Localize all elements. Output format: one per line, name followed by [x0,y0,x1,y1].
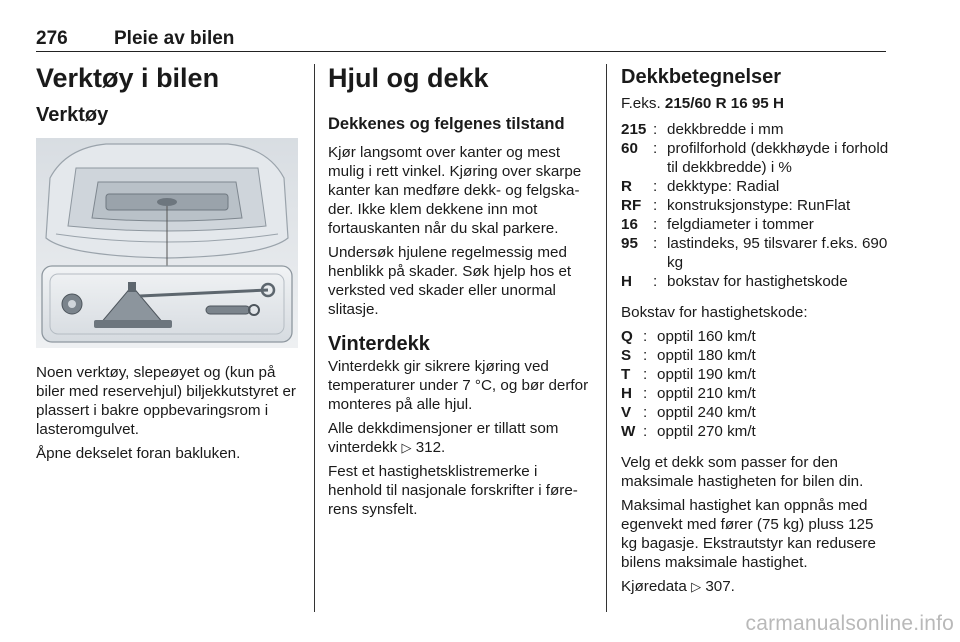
list-item: H : opptil 210 km/t [621,385,756,402]
column-wheels-tyres [328,60,590,524]
column-tyre-designations [621,60,889,601]
paragraph-winter-temp: Vinterdekk gir sikrere kjøring ved temperaturer under 7 °C, og bør derfor monteres på alle hjul. [328,358,589,413]
column-tools [36,60,298,468]
heading-tyre-designations: Dekkbetegnelser [621,66,782,88]
winter-sizes-text: Alle dekkdimensjoner er tillatt som vinterdekk [328,420,559,456]
list-item: W : opptil 270 km/t [621,423,756,440]
list-item: H : bokstav for hastighetskode [621,273,848,290]
jack-head [128,282,136,292]
watermark: carmanualsonline.info [745,612,954,635]
list-item: 60 : profilforhold (dekkhøyde i forhold til dekkbredde) i % [621,140,889,176]
column-divider [606,64,607,612]
heading-wheels-tyres: Hjul og dekk [328,63,489,93]
paragraph-speed-sticker: Fest et hastighetsklistremerke i henhold til nasjonale forskrifter i føre-rens synsfelt. [328,463,578,518]
page-header [36,28,886,52]
speed-code-list [621,327,889,441]
paragraph-winter-sizes [328,419,590,457]
list-item: V : opptil 240 km/t [621,404,756,421]
paragraph-choose-tyre: Velg et dekk som passer for den maksimale hastigheten for bilen din. [621,454,864,490]
paragraph-driving-data [621,577,889,596]
triangle-right-icon: ▷ [401,440,412,455]
page-reference[interactable]: 312. [415,439,446,456]
heading-tools-in-car: Verktøy i bilen [36,63,220,93]
list-item: RF : konstruksjonstype: RunFlat [621,197,851,214]
list-item: S : opptil 180 km/t [621,347,756,364]
towing-eye-icon [206,306,250,314]
trunk-tools-illustration [36,138,298,348]
list-item: T : opptil 190 km/t [621,366,756,383]
list-item: 215 : dekkbredde i mm [621,121,784,138]
paragraph-curbs: Kjør langsomt over kanter og mest mulig i rett vinkel. Kjøring over skarpe kanter kan medføre dekk- og felgska-der. Ikke klem dekkene inn mot fortauskanten når du skal parkere. [328,144,582,237]
page-number: 276 [36,28,68,49]
lid-handle [157,198,177,206]
designation-list [621,120,889,291]
column-divider [314,64,315,612]
paragraph-tools-location: Noen verktøy, slepeøyet og (kun på biler med reservehjul) biljekkutstyret er plassert i bakre oppbevaringsrom i lasteromgulvet. [36,364,296,438]
heading-tyre-rim-condition: Dekkenes og felgenes tilstand [328,115,565,133]
example-prefix: F.eks. [621,95,665,112]
list-item: 95 : lastindeks, 95 tilsvarer f.eks. 690 kg [621,235,888,271]
paragraph-max-speed: Maksimal hastighet kan oppnås med egenvekt med fører (75 kg) pluss 125 kg bagasje. Ekstrautstyr kan redusere bilens maksimale hastighet. [621,497,876,571]
paragraph-open-cover: Åpne dekselet foran bakluken. [36,445,241,462]
list-item: R : dekktype: Radial [621,178,780,195]
list-item: 16 : felgdiameter i tommer [621,216,814,233]
page-reference[interactable]: 307. [705,578,735,595]
driving-data-text: Kjøredata [621,578,692,595]
paragraph-inspect: Undersøk hjulene regelmessig med henblikk på skader. Søk hjelp hos et verksted ved skader eller unormal slitasje. [328,244,572,318]
jack-base [94,320,172,328]
triangle-right-icon: ▷ [691,579,702,594]
heading-winter-tyres: Vinterdekk [328,333,430,355]
wheel-wrench-socket [68,300,76,308]
speed-code-intro: Bokstav for hastighetskode: [621,304,808,321]
example-designation [621,94,889,114]
example-code: 215/60 R 16 95 H [664,95,784,112]
section-title: Pleie av bilen [114,28,235,49]
heading-tools: Verktøy [36,104,109,126]
list-item: Q : opptil 160 km/t [621,328,756,345]
